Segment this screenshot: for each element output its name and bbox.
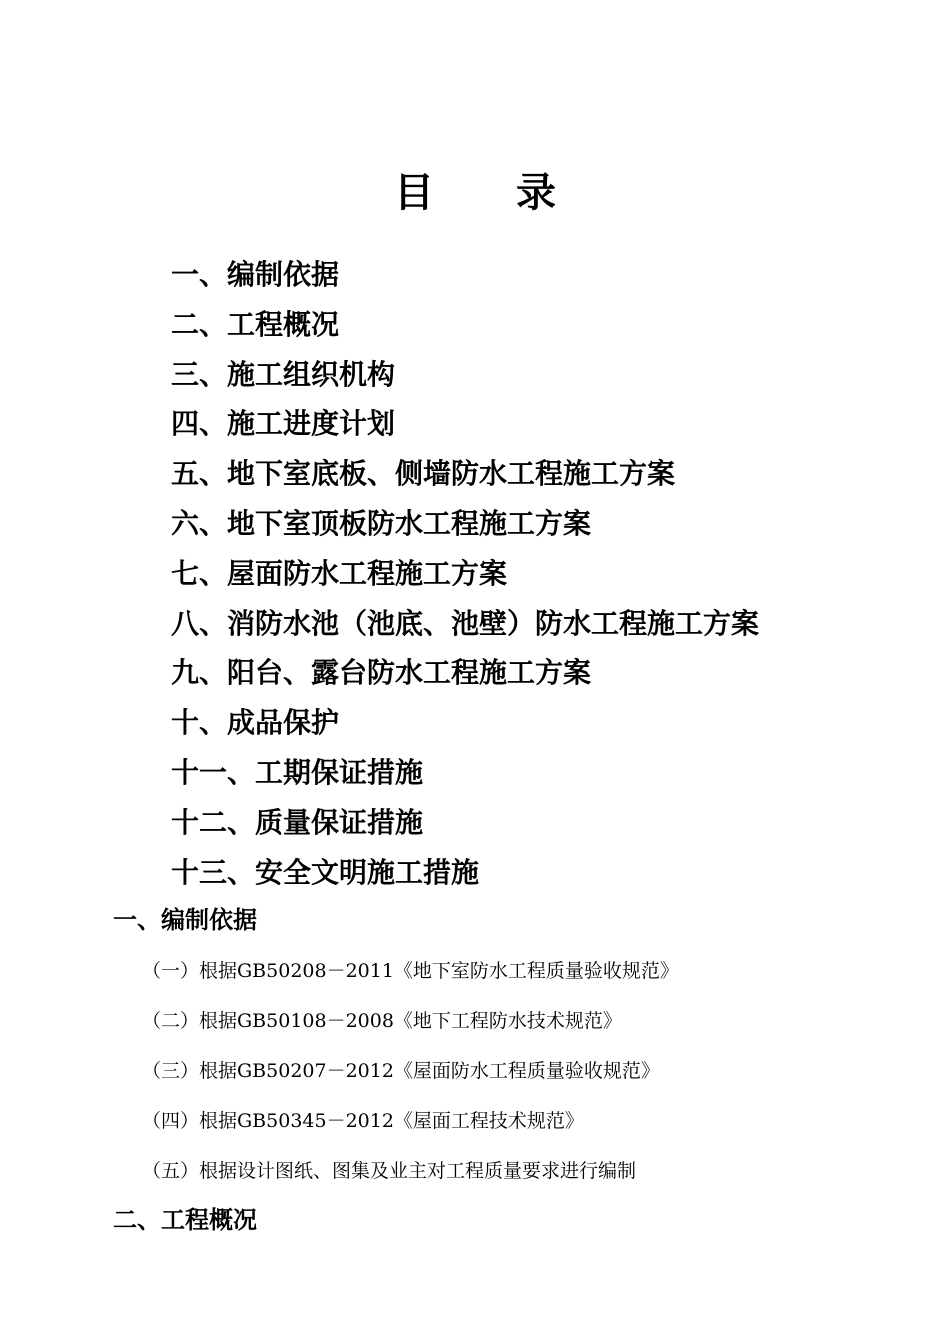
toc-item-6: 六、地下室顶板防水工程施工方案 <box>171 506 592 540</box>
basis-item-3: （三）根据GB50207－2012《屋面防水工程质量验收规范》 <box>142 1060 660 1082</box>
toc-item-3: 三、施工组织机构 <box>171 357 396 391</box>
toc-item-10: 十、成品保护 <box>171 706 340 740</box>
toc-item-9: 九、阳台、露台防水工程施工方案 <box>171 656 592 690</box>
basis-item-5: （五）根据设计图纸、图集及业主对工程质量要求进行编制 <box>142 1160 637 1182</box>
toc-item-4: 四、施工进度计划 <box>171 407 396 441</box>
basis-list <box>142 946 679 1196</box>
toc-item-11: 十一、工期保证措施 <box>171 755 424 789</box>
table-of-contents <box>171 250 759 897</box>
toc-item-8: 八、消防水池（池底、池壁）防水工程施工方案 <box>171 606 760 640</box>
toc-item-2: 二、工程概况 <box>171 307 340 341</box>
toc-item-1: 一、编制依据 <box>171 258 340 291</box>
section-heading-overview: 二、工程概况 <box>113 1206 257 1234</box>
toc-item-12: 十二、质量保证措施 <box>171 805 424 839</box>
basis-item-4: （四）根据GB50345－2012《屋面工程技术规范》 <box>142 1110 584 1132</box>
toc-item-5: 五、地下室底板、侧墙防水工程施工方案 <box>171 457 676 491</box>
basis-item-1: （一）根据GB50208－2011《地下室防水工程质量验收规范》 <box>142 960 679 982</box>
section-heading-basis: 一、编制依据 <box>113 906 257 934</box>
page-title: 目 录 <box>394 169 590 216</box>
toc-item-13: 十三、安全文明施工措施 <box>171 855 480 889</box>
basis-item-2: （二）根据GB50108－2008《地下工程防水技术规范》 <box>142 1010 622 1032</box>
toc-item-7: 七、屋面防水工程施工方案 <box>171 556 508 590</box>
